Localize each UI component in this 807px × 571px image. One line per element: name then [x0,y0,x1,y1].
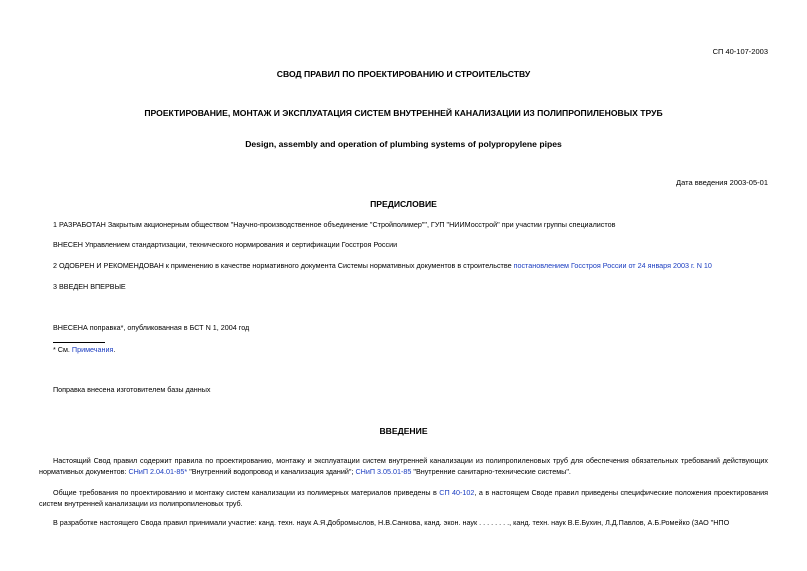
amendment-note: ВНЕСЕНА поправка*, опубликованная в БСТ N 1, 2004 год [53,323,250,332]
foreword-heading: ПРЕДИСЛОВИЕ [370,199,437,209]
sp-40-102-link[interactable]: СП 40-102 [439,488,475,497]
p2-text-b: , а в настоящем Своде правил приведены специфические положения проектирования систем внутренней канализации из полипропиленовых труб. [39,488,769,508]
p1-text-a: Настоящий Свод правил содержит правила по проектированию, монтажу и эксплуатации систем внутренней канализации из полипропиленовых труб для обеспечения обязательных требований действующих нормативных документов: [39,456,768,476]
introduction-heading: ВВЕДЕНИЕ [379,426,428,436]
footnote-divider [53,342,105,343]
snip-3-05-01-link[interactable]: СНиП 3.05.01-85 [355,466,412,476]
foreword-item-1b: ВНЕСЕН Управлением стандартизации, технического нормирования и сертификации Госстроя России [53,240,398,249]
snip-2-04-01-link[interactable]: СНиП 2.04.01-85* [128,466,188,476]
footnote-end: . [113,345,116,354]
foreword-item-3: 3 ВВЕДЕН ВПЕРВЫЕ [53,282,126,291]
p1-text-b: "Внутренний водопровод и канализация зданий"; [187,466,356,476]
item-2-text: 2 ОДОБРЕН И РЕКОМЕНДОВАН к применению в качестве нормативного документа Системы нормативных документов в строительстве [53,261,514,270]
document-title-ru: ПРОЕКТИРОВАНИЕ, МОНТАЖ И ЭКСПЛУАТАЦИЯ СИСТЕМ ВНУТРЕННЕЙ КАНАЛИЗАЦИИ ИЗ ПОЛИПРОПИЛЕНОВЫХ ТРУБ [144,108,663,118]
introduction-paragraph-2 [39,488,768,509]
document-code: СП 40-107-2003 [712,47,768,56]
p1-text-c: "Внутренние санитарно-технические системы". [411,466,571,476]
decree-link[interactable]: постановлением Госстроя России от 24 января 2003 г. N 10 [513,261,712,270]
document-title-en: Design, assembly and operation of plumbing systems of polypropylene pipes [245,139,562,149]
introduction-date: Дата введения 2003-05-01 [676,178,768,187]
main-title: СВОД ПРАВИЛ ПО ПРОЕКТИРОВАНИЮ И СТРОИТЕЛЬСТВУ [276,69,531,79]
p2-text-a: Общие требования по проектированию и монтажу систем канализации из полимерных материалов приведены в [53,488,440,497]
database-note: Поправка внесена изготовителем базы данных [53,385,211,394]
introduction-paragraph-1 [39,456,768,477]
footnote-text: * См. [53,345,72,354]
foreword-item-2 [53,261,712,270]
introduction-paragraph-3: В разработке настоящего Свода правил принимали участие: канд. техн. наук А.Я.Добромыслов, Н.В.Санкова, канд. экон. наук . . . . . . . ., канд. техн. наук В.Е.Бухин, Л.Д.Павлов, А.Б.Ромейко (ЗАО "НПО [53,518,730,527]
foreword-item-1: 1 РАЗРАБОТАН Закрытым акционерным обществом "Научно-производственное объединение "Стройполимер"", ГУП "НИИМосстрой" при участии группы специалистов [53,220,616,229]
footnote [53,345,115,354]
notes-link[interactable]: Примечания [71,345,114,354]
